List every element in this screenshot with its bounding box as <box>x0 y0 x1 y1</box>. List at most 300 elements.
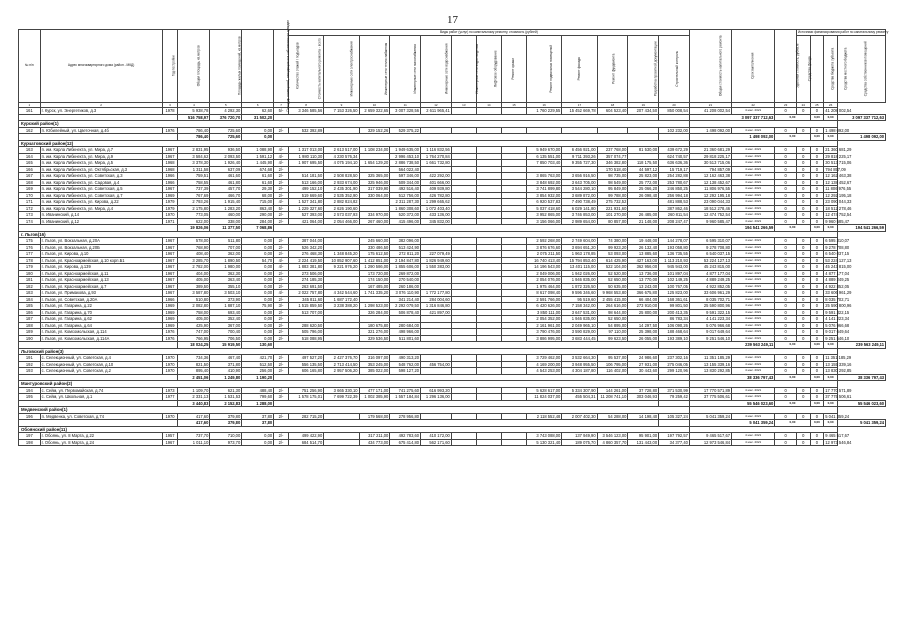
district-name: Медвенский район(1) <box>19 407 690 414</box>
row-src-fund: 0 <box>775 290 797 297</box>
column-number: 25 <box>810 103 824 108</box>
row-facade: 9 711 393,26 <box>562 153 597 160</box>
subtotal-src-local: 0,00 <box>824 420 838 427</box>
row-water: 1 316 846,80 <box>421 303 452 310</box>
row-control: 197 792,57 <box>659 433 690 440</box>
row-floors: 2/- <box>274 329 289 336</box>
row-electric: 2 535 352,90 <box>324 192 359 199</box>
row-basement: 8 617 098,40 <box>527 290 562 297</box>
row-address: п. им. Карла Либкнехта, ул. Кирова, д.22 <box>40 199 162 206</box>
row-total-area: 3 587,80 <box>178 290 210 297</box>
row-src-region: 0 <box>796 296 810 303</box>
row-deadline: 4 мес. 2021 <box>732 296 775 303</box>
row-foundation: 357 074,77 <box>597 153 628 160</box>
row-year: 1966 <box>162 179 178 186</box>
row-src-owners: 5 041 359,24 <box>825 413 850 419</box>
row-control: 144 278,07 <box>659 238 690 245</box>
row-grand-total: 13 830 292,85 <box>689 368 731 375</box>
row-year: 1967 <box>162 147 178 154</box>
row-src-owners: 4 877 177,04 <box>825 270 850 276</box>
row-deadline: 4 мес. 2021 <box>732 199 775 206</box>
row-total-cost: 288 620,50 <box>288 322 323 329</box>
row-src-region: 0 <box>796 238 810 245</box>
row-private-area: 37,80 <box>242 413 274 420</box>
row-total-area: 408,40 <box>178 251 210 258</box>
row-foundation: 346 382,80 <box>597 160 628 167</box>
row-private-area: 0,00 <box>242 277 274 284</box>
header-src-fund: Средства фонда <box>796 36 810 103</box>
row-gas: 1 949 635,00 <box>390 147 421 154</box>
row-basement: 1 975 464,00 <box>527 283 562 290</box>
row-foundation: 106 795,00 <box>597 361 628 368</box>
row-total-cost: 387 044,00 <box>288 238 323 245</box>
row-heat: 334 970,00 <box>359 212 390 219</box>
district-name: Льговский район(3) <box>19 348 690 355</box>
row-basement: 11 824 037,00 <box>527 394 562 401</box>
row-living-area: 511,80 <box>210 238 242 245</box>
column-number: 12 <box>421 103 452 108</box>
row-src-region: 0 <box>796 244 810 251</box>
row-number: 168 <box>19 179 41 186</box>
row-basement: 16 740 413,40 <box>527 257 562 264</box>
row-facade: 3 683 444,45 <box>562 335 597 342</box>
row-control: 481 888,53 <box>659 199 690 206</box>
row-basement: 2 054 352,00 <box>527 316 562 323</box>
subtotal-private-area: 0,00 <box>242 134 274 141</box>
row-total-area: 1 109,70 <box>178 387 210 394</box>
row-water: 409 939,80 <box>421 186 452 193</box>
row-src-fund: 0 <box>775 283 797 290</box>
row-gas: 270 540,00 <box>390 277 421 284</box>
column-number: 17 <box>562 103 597 108</box>
row-control: 200 413,35 <box>659 309 690 316</box>
row-electric: 2 626 190,60 <box>324 205 359 212</box>
row-control: 105 327,24 <box>659 413 690 420</box>
row-year: 1979 <box>162 205 178 212</box>
subtotal-src-local: 0,00 <box>824 400 838 407</box>
row-facade: 9 596 346,60 <box>562 290 597 297</box>
row-address: п. Иванинский, д.12 <box>40 218 162 225</box>
header-heat: Инженерные сети теплоснабжения <box>359 36 390 103</box>
row-address: п. им. Карла Либкнехта, ул. Мира, д.7 <box>40 147 162 154</box>
row-floors: 2/- <box>274 192 289 199</box>
row-water: 1 296 136,00 <box>421 394 452 401</box>
row-src-local: 0 <box>810 153 824 160</box>
row-design: 273 910,00 <box>628 303 659 310</box>
row-foundation: 237 768,00 <box>597 147 628 154</box>
row-number: 167 <box>19 173 41 180</box>
column-number: 3 <box>162 103 178 108</box>
subtotal-src-fund: 0,00 <box>775 420 810 427</box>
row-year: 1967 <box>162 153 178 160</box>
row-address: п. им. Карла Либкнехта, ул. Мира, д.9 <box>40 153 162 160</box>
row-facade: 4 304 187,80 <box>562 368 597 375</box>
row-foundation: 50 635,00 <box>597 283 628 290</box>
row-total-area: 821,50 <box>178 361 210 368</box>
row-address: п. им. Карла Либкнехта, ул. Октябрьская, д.3 <box>40 166 162 173</box>
row-gas: 415 496,00 <box>390 218 421 225</box>
row-floors: 2/- <box>274 296 289 303</box>
row-design: 14 198,40 <box>628 413 659 420</box>
row-water: 410 172,00 <box>421 433 452 440</box>
row-year: 1967 <box>162 290 178 297</box>
row-control: 439 672,29 <box>659 147 690 154</box>
row-facade: 3 647 531,00 <box>562 309 597 316</box>
row-living-area: 379,80 <box>210 413 242 420</box>
row-src-region: 0 <box>796 147 810 154</box>
row-control: 101 897,04 <box>659 270 690 277</box>
row-total-area: 1 311,58 <box>178 166 210 173</box>
row-src-local: 0 <box>810 355 824 362</box>
row-src-owners: 4 889 249,25 <box>825 277 850 282</box>
row-foundation: 614 425,90 <box>597 257 628 264</box>
row-foundation: 74 380,00 <box>597 238 628 245</box>
row-facade: 6 029 141,80 <box>562 205 597 212</box>
row-gas: 2 886 738,50 <box>390 160 421 167</box>
row-src-local: 0 <box>810 238 824 245</box>
row-living-area: 2 093,50 <box>210 153 242 160</box>
row-src-region: 0 <box>796 160 810 167</box>
subtotal-grand-total: 5 041 359,24 <box>689 420 774 427</box>
row-floors: 2/- <box>274 309 289 316</box>
header-electric: Инженерные сети электроснабжения <box>324 36 359 103</box>
row-deadline: 4 мес. 2021 <box>732 179 775 186</box>
subtotal-private-area: 37,80 <box>242 420 274 427</box>
row-basement: 3 854 932,00 <box>527 192 562 199</box>
row-src-local: 0 <box>810 173 824 180</box>
row-deadline: 4 мес. 2021 <box>732 192 775 199</box>
row-private-area: 62,60 <box>242 108 274 115</box>
row-heat: 1 412 851,00 <box>359 257 390 264</box>
column-number: 7 <box>274 103 289 108</box>
row-basement: 3 876 676,60 <box>527 244 562 251</box>
row-floors: 2/- <box>274 283 289 290</box>
row-basement: 2 591 766,00 <box>527 296 562 303</box>
row-water: 433 136,00 <box>421 212 452 219</box>
row-src-region: 0 <box>796 433 810 440</box>
row-total-cost: 274 185,30 <box>288 277 323 284</box>
row-year: 1966 <box>162 173 178 180</box>
row-private-area: 799,60 <box>242 394 274 401</box>
row-deadline: 4 мес. 2021 <box>732 251 775 258</box>
header-num: № п/п <box>19 30 41 103</box>
subtotal-src-owners: 194 541 266,59 <box>837 225 885 232</box>
row-grand-total: 12 474 752,54 <box>689 212 731 219</box>
row-water: 1 550 383,00 <box>421 264 452 271</box>
row-grand-total: 9 960 585,47 <box>689 218 731 225</box>
subtotal-total-area: 3 440,83 <box>178 400 210 407</box>
row-grand-total: 11 806 976,55 <box>689 186 731 193</box>
row-src-owners: 30 513 715,06 <box>825 160 852 165</box>
row-year: 1978 <box>162 108 178 115</box>
row-design: 19 448,00 <box>628 238 659 245</box>
row-total-area: 2 331,13 <box>178 394 210 401</box>
row-address: г. Льгов, ул. Красноармейская, д.10 корп.Б1 <box>40 257 162 264</box>
row-foundation: 11 208 741,10 <box>597 394 628 401</box>
row-number: 185 <box>19 303 41 310</box>
row-src-owners: 1 498 092,00 <box>825 127 850 133</box>
row-src-fund: 0 <box>775 186 797 193</box>
row-src-owners: 23 090 044,33 <box>825 199 852 204</box>
row-water: 1 661 732,80 <box>421 160 452 167</box>
row-year: 1967 <box>162 283 178 290</box>
row-floors: 3/- <box>274 303 289 310</box>
row-electric: 2 713 414,50 <box>324 361 359 368</box>
row-electric: 3 665 330,10 <box>324 387 359 394</box>
row-design: 44 597,12 <box>628 166 659 173</box>
row-grand-total: 5 076 966,68 <box>689 322 731 329</box>
row-basement: 3 743 088,00 <box>527 433 562 440</box>
row-living-area: 363,40 <box>210 277 242 284</box>
row-control: 208 247,47 <box>659 218 690 225</box>
row-total-area: 405,00 <box>178 316 210 323</box>
row-src-local: 0 <box>810 433 824 440</box>
row-living-area: 973,70 <box>210 439 242 446</box>
row-heat: 179 568,00 <box>359 413 390 420</box>
row-control: 86 783,34 <box>659 316 690 323</box>
header-finance-group: Источники финансирования работ по капитальному ремонту <box>797 29 889 34</box>
row-grand-total: 9 017 649,64 <box>689 329 731 336</box>
row-living-area: 466,70 <box>210 192 242 199</box>
row-total-area: 737,70 <box>178 433 210 440</box>
row-control: 99 801,50 <box>659 303 690 310</box>
row-total-area: 773,05 <box>178 212 210 219</box>
row-src-owners: 12 474 752,54 <box>825 212 852 217</box>
row-number: 174 <box>19 218 41 225</box>
subtotal-src-fund: 0,00 <box>775 374 810 381</box>
column-number: 23 <box>775 103 797 108</box>
subtotal-grand-total: 3 097 337 712,63 <box>689 114 774 121</box>
row-design: 25 800,00 <box>628 309 659 316</box>
row-total-cost: 282 715,20 <box>288 413 323 420</box>
row-facade: 189 075,70 <box>562 439 597 446</box>
header-drain: Инженерные сети водоотведения <box>451 36 476 103</box>
subtotal-grand-total: 38 336 797,43 <box>689 374 774 381</box>
row-address: с. Селекционный, ул. Советская, д.10 <box>40 361 162 368</box>
row-heat: 329 152,26 <box>359 127 390 134</box>
row-roof <box>501 439 526 446</box>
row-living-area: 1 915,40 <box>210 199 242 206</box>
row-foundation: 99 788,00 <box>597 192 628 199</box>
row-number: 166 <box>19 166 41 173</box>
row-year: 1967 <box>162 264 178 271</box>
row-src-owners: 9 278 708,80 <box>825 244 850 250</box>
subtotal-grand-total: 55 546 023,60 <box>689 400 774 407</box>
row-address: с. Сейм, ул. Первомайская, д.74 <box>40 387 162 394</box>
row-heat: 1 654 129,20 <box>359 160 390 167</box>
row-year: 1967 <box>162 277 178 284</box>
row-foundation: 522 104,00 <box>597 264 628 271</box>
row-src-fund: 0 <box>775 355 797 362</box>
row-basement: 4 169 200,00 <box>527 361 562 368</box>
row-living-area: 706,50 <box>210 335 242 342</box>
row-src-region: 0 <box>796 309 810 316</box>
subtotal-living-area: 1 249,80 <box>210 374 242 381</box>
row-deadline: 4 мес. 2021 <box>732 290 775 297</box>
row-number: 192 <box>19 361 41 368</box>
district-name: Обоянский район(11) <box>19 426 690 433</box>
row-src-fund: 0 <box>775 335 797 342</box>
row-src-fund: 0 <box>775 179 797 186</box>
row-grand-total: 53 224 127,13 <box>689 257 731 264</box>
row-total-cost: 532 392,89 <box>288 127 323 134</box>
row-total-area: 578,00 <box>178 238 210 245</box>
row-address: г. Обоянь, ул. 8 Марта, д.22 <box>40 433 162 440</box>
row-control: 371 530,99 <box>659 387 690 394</box>
row-number: 188 <box>19 322 41 329</box>
table-body <box>19 108 886 446</box>
row-foundation: 95 537,00 <box>597 355 628 362</box>
row-private-area: 1 445,90 <box>242 160 274 167</box>
row-deadline: 4 мес. 2021 <box>732 361 775 368</box>
row-basement: 2 054 076,00 <box>527 277 562 284</box>
row-design: 303 046,93 <box>628 394 659 401</box>
row-foundation: 98 735,00 <box>597 173 628 180</box>
row-src-owners: 4 141 223,34 <box>825 316 850 321</box>
row-src-fund: 0 <box>775 153 797 160</box>
column-number: 16 <box>527 103 562 108</box>
row-address: г. Льгов, ул. Гагарина, д.62 <box>40 316 162 323</box>
row-basement: 3 848 692,00 <box>527 179 562 186</box>
row-foundation: 4 860 357,70 <box>597 439 628 446</box>
row-year: 1970 <box>162 212 178 219</box>
row-control: 246 850,25 <box>659 186 690 193</box>
row-total-area: 622,00 <box>178 218 210 225</box>
row-private-area: 256,00 <box>242 368 274 375</box>
row-deadline: 4 мес. 2021 <box>732 413 775 420</box>
row-private-area: 0,00 <box>242 127 274 134</box>
header-grand-total: Общая стоимость капитального ремонта <box>689 30 731 103</box>
row-year: 1967 <box>162 244 178 251</box>
column-number: 22 <box>732 103 775 108</box>
row-design: 362 956,00 <box>628 264 659 271</box>
row-year: 1967 <box>162 238 178 245</box>
row-basement: 5 130 321,40 <box>527 439 562 446</box>
row-facade: 7 158 342,00 <box>562 303 597 310</box>
row-src-region: 0 <box>796 205 810 212</box>
row-facade: 3 694 651,20 <box>562 244 597 251</box>
row-total-cost: 684 514,70 <box>288 439 323 446</box>
row-water: 456 754,00 <box>421 361 452 368</box>
row-living-area: 352,40 <box>210 316 242 323</box>
column-number: 13 <box>451 103 476 108</box>
row-src-owners: 17 770 571,89 <box>825 387 852 393</box>
row-living-area: 700,40 <box>210 329 242 336</box>
row-total-area: 3 378,30 <box>178 160 210 167</box>
header-foundation: Ремонт фундамента <box>597 36 628 103</box>
column-number: 11 <box>390 103 421 108</box>
row-control: 102 149,25 <box>659 277 690 284</box>
subtotal-private-area: 1 288,00 <box>242 400 274 407</box>
row-deadline: 4 мес. 2021 <box>732 309 775 316</box>
row-heat: 175 612,50 <box>359 251 390 258</box>
row-heat: 1 290 586,00 <box>359 264 390 271</box>
row-src-region: 0 <box>796 192 810 199</box>
row-heat: 317 211,00 <box>359 433 390 440</box>
row-gas: 1 557 184,84 <box>390 394 421 401</box>
row-living-area: 3 503,10 <box>210 290 242 297</box>
row-src-local: 0 <box>810 303 824 310</box>
row-gas: 509 344,00 <box>390 179 421 186</box>
row-src-owners: 8 035 702,71 <box>825 296 850 302</box>
row-number: 163 <box>19 147 41 154</box>
row-number: 170 <box>19 192 41 199</box>
row-src-region: 0 <box>796 218 810 225</box>
row-grand-total: 12 138 452,67 <box>689 179 731 186</box>
row-src-local: 0 <box>810 166 824 173</box>
row-design: 26 132,40 <box>628 244 659 251</box>
subtotal-src-owners: 1 498 092,00 <box>837 134 885 141</box>
row-design: 13 770,00 <box>628 277 659 284</box>
subtotal-grand-total: 194 541 266,59 <box>689 225 774 232</box>
row-heat: 1 298 523,00 <box>359 303 390 310</box>
row-total-area: 2 082,80 <box>178 303 210 310</box>
row-total-cost: 1 883 381,80 <box>288 264 323 271</box>
row-src-owners: 12 162 463,38 <box>825 173 852 178</box>
row-electric: 2 054 466,00 <box>324 218 359 225</box>
row-gas: 512 756,00 <box>390 192 421 199</box>
subtotal-src-fund: 0,00 <box>775 400 810 407</box>
row-gas: 260 186,00 <box>390 283 421 290</box>
row-address: п. им. Карла Либкнехта, ул. Мира, д.5 <box>40 160 162 167</box>
row-address: с. Сейм, ул. Школьная, д.1 <box>40 394 162 401</box>
column-number: 18 <box>597 103 628 108</box>
row-src-local: 0 <box>810 309 824 316</box>
row-living-area: 637,09 <box>210 166 242 173</box>
row-number: 172 <box>19 205 41 212</box>
row-src-region: 0 <box>796 303 810 310</box>
row-deadline: 4 мес. 2021 <box>732 127 775 134</box>
row-gas: 506 878,40 <box>390 309 421 316</box>
row-design: 26 098,40 <box>628 192 659 199</box>
row-total-area: 3 584,62 <box>178 153 210 160</box>
row-src-region: 0 <box>796 179 810 186</box>
row-heat: 174 150,00 <box>359 277 390 284</box>
row-number: 162 <box>19 127 41 134</box>
row-total-cost: 421 064,00 <box>288 218 323 225</box>
row-address: г. Льгов, ул. Гагарина, д.70 <box>40 309 162 316</box>
row-electric: 4 075 194,10 <box>324 160 359 167</box>
row-src-fund: 0 <box>775 264 797 271</box>
subtotal-living-area: 15 919,50 <box>210 342 242 349</box>
row-gas: 341 214,40 <box>390 296 421 303</box>
district-name: Курский район(1) <box>19 121 690 128</box>
row-year: 1969 <box>162 309 178 316</box>
subtotal-src-fund: 0,00 <box>775 114 810 121</box>
row-src-owners: 9 017 649,64 <box>825 329 850 334</box>
row-foundation: 3 546 123,00 <box>597 433 628 440</box>
row-src-owners: 21 360 681,29 <box>825 147 852 152</box>
row-address: п. Иванинский, д.14 <box>40 212 162 219</box>
row-number: 171 <box>19 199 41 206</box>
row-floors: 2/- <box>274 439 289 446</box>
row-src-fund: 0 <box>775 257 797 264</box>
row-address: г. Льгов, ул. Красноармейская, д.7 <box>40 283 162 290</box>
row-water: 616 993,20 <box>421 387 452 394</box>
row-floors: 2/- <box>274 322 289 329</box>
column-number: 26 <box>824 103 838 108</box>
row-year: 1969 <box>162 192 178 199</box>
row-floors: 2/- <box>274 173 289 180</box>
row-water: 284 004,60 <box>421 296 452 303</box>
row-total-area: 405,00 <box>178 277 210 284</box>
row-basement: 14 196 543,00 <box>527 264 562 271</box>
row-src-fund: 0 <box>775 212 797 219</box>
row-control: 260 811,54 <box>659 212 690 219</box>
row-gas: 272 811,20 <box>390 251 421 258</box>
row-control: 387 862,46 <box>659 205 690 212</box>
row-heat: 167 485,00 <box>359 283 390 290</box>
